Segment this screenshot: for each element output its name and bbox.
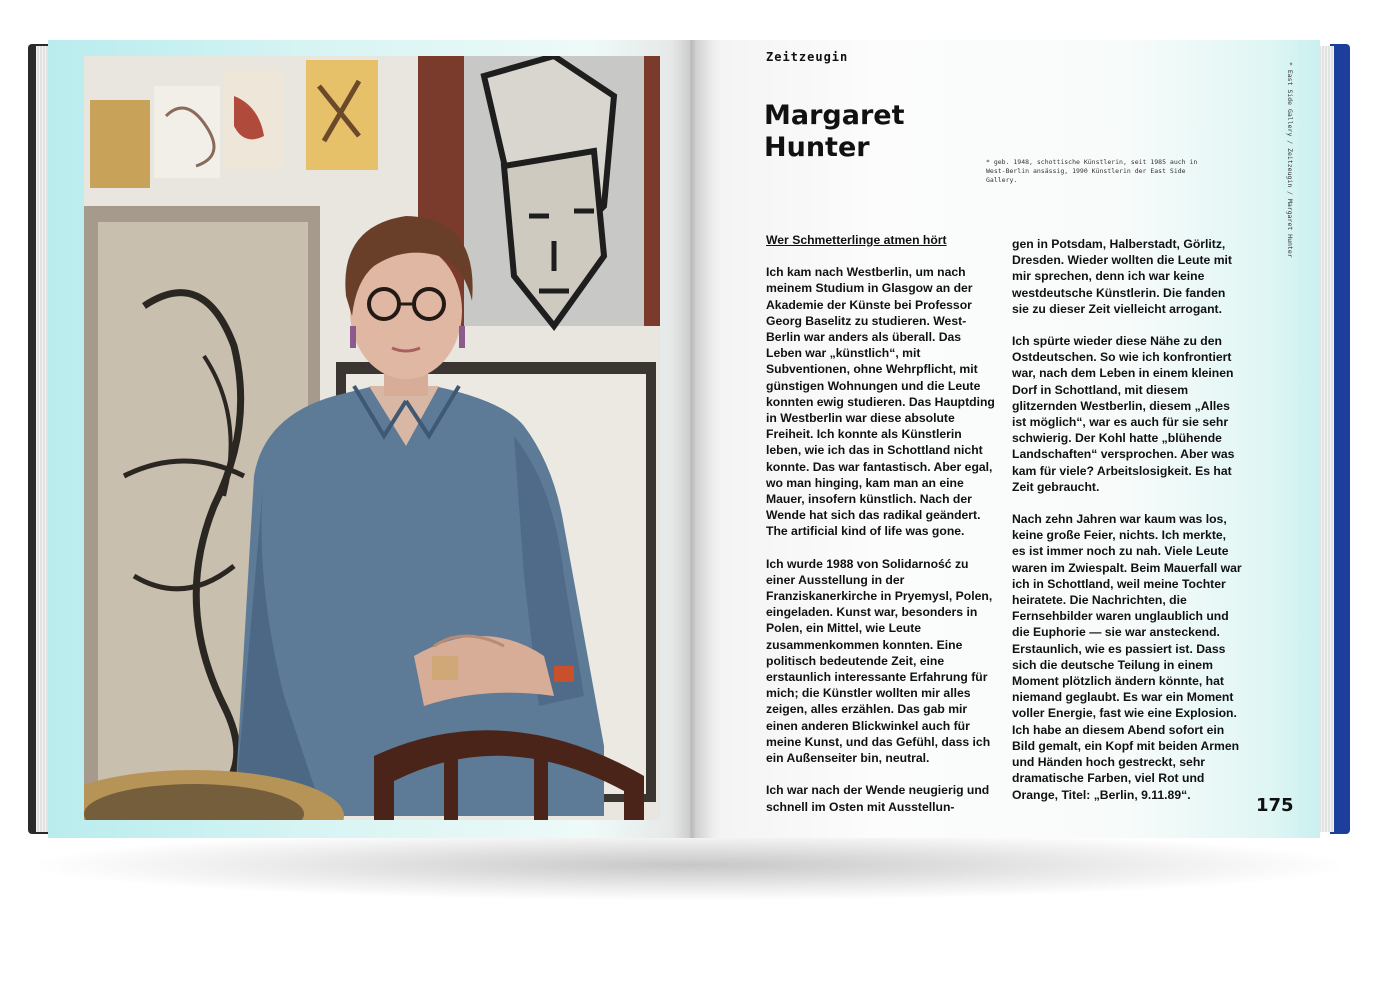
- paragraph: Ich war nach der Wende neugierig und schnell im Osten mit Ausstellun-: [766, 783, 990, 814]
- text-column-2: [1012, 236, 1242, 819]
- portrait-illustration: [84, 56, 660, 820]
- article-subheading: Wer Schmetterlinge atmen hört: [766, 233, 947, 247]
- article-title: [764, 100, 1004, 164]
- section-label: Zeitzeugin: [766, 50, 849, 64]
- text-column-1: [766, 232, 996, 831]
- page-number: 175: [1256, 795, 1294, 816]
- running-head-vertical: * East Side Gallery / Zeitzeugin / Margaret Hunter: [1286, 62, 1294, 258]
- portrait-photo: [84, 56, 660, 820]
- title-line-last: Hunter: [764, 132, 870, 163]
- book-shadow: [40, 830, 1340, 900]
- book-gutter: [672, 40, 712, 838]
- bio-note: * geb. 1948, schottische Künstlerin, seit 1985 auch in West-Berlin ansässig, 1990 Künstlerin der East Side Gallery.: [986, 158, 1198, 184]
- page-edges-right: [1318, 46, 1334, 832]
- paragraph: Ich spürte wieder diese Nähe zu den Ostdeutschen. So wie ich konfrontiert war, nach dem Leben in einem kleinen Dorf in Schottland, mit diesem glitzernden Westberlin, diesem „Alles ist möglich“, war es auch für sie sehr schwierig. Der Kohl hatte „blühende Landschaften“ versprochen. Aber was kam für viele? Arbeitslosigkeit. Es hat Zeit gebraucht.: [1012, 334, 1235, 494]
- paragraph: gen in Potsdam, Halberstadt, Görlitz, Dresden. Wieder wollten die Leute mit mir sprechen, denn ich war keine westdeutsche Künstlerin. Die fanden sie zu dieser Zeit vielleicht arrogant.: [1012, 237, 1232, 316]
- paragraph: Nach zehn Jahren war kaum was los, keine große Feier, nichts. Ich merkte, es ist immer noch zu nah. Viele Leute waren im Zwiespalt. Beim Mauerfall war ich in Schottland, weil meine Tochter heiratete. Die Nachrichten, die Fernsehbilder waren unglaublich und die Euphorie — sie war ansteckend. Erstaunlich, wie es passiert ist. Dass sich die deutsche Teilung in einem Moment plötzlich ändern könnte, hat niemand geglaubt. Es war ein Moment voller Energie, fast wie eine Explosion. Ich habe an diesem Abend sofort ein Bild gemalt, ein Kopf mit beiden Armen und Händen hoch gestreckt, sehr dramatische Farben, viel Rot und Orange, Titel: „Berlin, 9.11.89“.: [1012, 512, 1242, 802]
- paragraph: Ich kam nach Westberlin, um nach meinem Studium in Glasgow an der Akademie der Künste bei Professor Georg Baselitz zu studieren. West-Berlin war anders als überall. Das Leben war „künstlich“, mit Subventionen, ohne Wehrpflicht, mit günstigen Wohnungen und die Leute konnten ewig studieren. Das Hauptding in Westberlin war diese absolute Freiheit. Ich konnte als Künstlerin leben, wie ich das in Schottland nicht konnte. Das war fantastisch. Aber egal, wo man hinging, kam man an eine Mauer, insofern künstlich. Nach der Wende hat sich das radikal geändert. The artificial kind of life was gone.: [766, 265, 995, 539]
- title-line-first: Margaret: [764, 100, 905, 131]
- paragraph: Ich wurde 1988 von Solidarność zu einer Ausstellung in der Franziskanerkirche in Pryemysl, Polen, eingeladen. Kunst war, besonders in Polen, ein Mittel, wie Leute zusammenkommen konnten. Eine politisch bedeutende Zeit, eine erstaunlich interessante Erfahrung für mich; die Künstler wollten mir alles zeigen, alles erzählen. Das gab mir einen anderen Blickwinkel auch für meine Kunst, und das Gefühl, dass ich ein Außenseiter bin, neutral.: [766, 556, 993, 766]
